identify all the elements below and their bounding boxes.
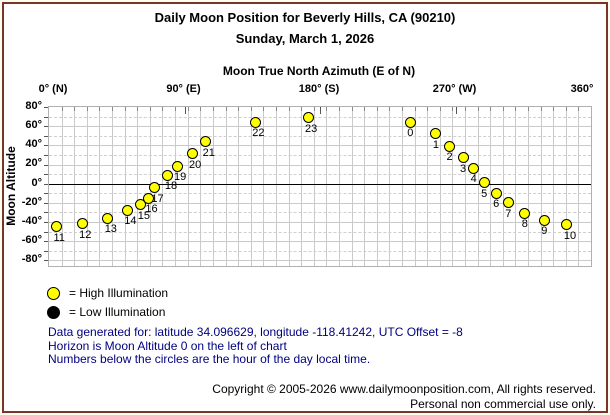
left-axis-tick bbox=[44, 241, 48, 242]
left-axis-tick bbox=[44, 117, 48, 118]
data-point-hour-12 bbox=[77, 218, 88, 229]
top-axis-tick bbox=[515, 107, 516, 111]
top-axis-major-tick bbox=[456, 107, 457, 114]
data-point-hour-17 bbox=[149, 182, 160, 193]
top-axis-tick bbox=[99, 107, 100, 111]
data-point-hour-label: 8 bbox=[521, 218, 528, 231]
top-axis-tick bbox=[289, 107, 290, 111]
vertical-gridline bbox=[503, 107, 504, 266]
data-point-hour-label: 6 bbox=[493, 198, 500, 211]
data-point-hour-22 bbox=[250, 117, 261, 128]
vertical-gridline bbox=[566, 107, 567, 266]
data-point-hour-label: 11 bbox=[53, 231, 65, 244]
left-axis-tick bbox=[44, 193, 48, 194]
y-axis-tick-label: -80° bbox=[21, 253, 42, 266]
top-axis-tick bbox=[200, 107, 201, 111]
vertical-gridline bbox=[415, 107, 416, 266]
top-axis-major-tick bbox=[320, 107, 321, 114]
vertical-gridline bbox=[125, 107, 126, 266]
horizontal-gridline bbox=[49, 241, 591, 242]
top-axis-tick bbox=[377, 107, 378, 111]
data-point-hour-label: 5 bbox=[481, 187, 488, 200]
top-axis-tick bbox=[213, 107, 214, 111]
y-axis-tick-label: -60° bbox=[21, 234, 42, 247]
footer-hours-note: Numbers below the circles are the hour of the day local time. bbox=[48, 352, 371, 366]
left-axis-tick bbox=[44, 136, 48, 137]
top-axis-tick bbox=[427, 107, 428, 111]
data-point-hour-7 bbox=[503, 197, 514, 208]
y-axis-title: Moon Altitude bbox=[4, 146, 18, 226]
vertical-gridline bbox=[339, 107, 340, 266]
vertical-gridline bbox=[226, 107, 227, 266]
vertical-gridline bbox=[238, 107, 239, 266]
top-axis-tick bbox=[326, 107, 327, 111]
top-axis-tick bbox=[415, 107, 416, 111]
top-axis-tick bbox=[162, 107, 163, 111]
data-point-hour-label: 18 bbox=[164, 180, 178, 192]
data-point-hour-label: 21 bbox=[202, 146, 215, 159]
left-axis-tick bbox=[44, 174, 48, 175]
data-point-hour-13 bbox=[102, 213, 113, 224]
page-title: Daily Moon Position for Beverly Hills, CA (90210) bbox=[154, 10, 456, 25]
left-axis-tick bbox=[44, 203, 48, 204]
data-point-hour-20 bbox=[187, 148, 198, 159]
chart-plot-area bbox=[48, 106, 592, 267]
x-axis-tick-label: 180° (S) bbox=[298, 83, 340, 95]
data-point-hour-label: 14 bbox=[124, 215, 137, 228]
left-axis-tick bbox=[44, 165, 48, 166]
left-axis-tick bbox=[44, 126, 48, 127]
top-axis-tick bbox=[553, 107, 554, 111]
top-axis-tick bbox=[566, 107, 567, 111]
vertical-gridline bbox=[478, 107, 479, 266]
vertical-gridline bbox=[553, 107, 554, 266]
top-axis-tick bbox=[276, 107, 277, 111]
data-point-hour-18 bbox=[162, 170, 173, 181]
vertical-gridline bbox=[490, 107, 491, 266]
y-axis-tick-label: 0° bbox=[31, 176, 42, 189]
top-axis-tick bbox=[478, 107, 479, 111]
horizontal-gridline bbox=[49, 145, 591, 146]
x-axis-tick-label: 270° (W) bbox=[432, 83, 477, 95]
horizontal-gridline-minor bbox=[49, 117, 591, 118]
data-point-hour-0 bbox=[405, 117, 416, 128]
vertical-gridline bbox=[301, 107, 302, 266]
top-axis-tick bbox=[364, 107, 365, 111]
top-axis-tick bbox=[440, 107, 441, 111]
data-point-hour-5 bbox=[479, 177, 490, 188]
left-axis-tick bbox=[44, 260, 48, 261]
vertical-gridline bbox=[137, 107, 138, 266]
data-point-hour-label: 12 bbox=[79, 228, 92, 241]
vertical-gridline bbox=[528, 107, 529, 266]
top-axis-tick bbox=[389, 107, 390, 111]
top-axis-tick bbox=[238, 107, 239, 111]
left-axis-tick bbox=[44, 212, 48, 213]
data-point-hour-label: 17 bbox=[151, 192, 164, 205]
left-axis-tick bbox=[44, 222, 48, 223]
vertical-gridline bbox=[162, 107, 163, 266]
top-axis-tick bbox=[87, 107, 88, 111]
vertical-gridline bbox=[213, 107, 214, 266]
data-point-hour-label: 16 bbox=[145, 203, 158, 215]
top-axis-tick bbox=[188, 107, 189, 111]
vertical-gridline bbox=[99, 107, 100, 266]
top-axis-tick bbox=[339, 107, 340, 111]
vertical-gridline bbox=[377, 107, 378, 266]
left-axis-tick bbox=[44, 251, 48, 252]
vertical-gridline bbox=[389, 107, 390, 266]
y-axis-tick-label: 20° bbox=[25, 157, 42, 170]
vertical-gridline bbox=[276, 107, 277, 266]
top-axis-tick bbox=[150, 107, 151, 111]
horizon-line bbox=[49, 184, 591, 185]
data-point-hour-9 bbox=[539, 215, 550, 226]
vertical-gridline bbox=[74, 107, 75, 266]
x-axis-tick-label: 90° (E) bbox=[166, 83, 201, 95]
top-axis-tick bbox=[137, 107, 138, 111]
data-point-hour-label: 22 bbox=[252, 127, 265, 140]
left-axis-tick bbox=[44, 107, 48, 108]
data-point-hour-10 bbox=[561, 219, 572, 230]
page-date-subtitle: Sunday, March 1, 2026 bbox=[235, 31, 375, 46]
vertical-gridline bbox=[452, 107, 453, 266]
data-point-hour-23 bbox=[303, 112, 314, 123]
data-point-hour-3 bbox=[458, 152, 469, 163]
legend-high-illumination-label: = High Illumination bbox=[69, 286, 169, 300]
top-axis-tick bbox=[541, 107, 542, 111]
y-axis-tick-label: 80° bbox=[25, 100, 42, 112]
vertical-gridline bbox=[188, 107, 189, 266]
copyright-line: Copyright © 2005-2026 www.dailymoonposition.com, All rights reserved. bbox=[212, 382, 596, 396]
horizontal-gridline-minor bbox=[49, 251, 591, 252]
left-axis-tick bbox=[44, 232, 48, 233]
vertical-gridline bbox=[326, 107, 327, 266]
top-axis-tick bbox=[112, 107, 113, 111]
data-point-hour-label: 0 bbox=[407, 127, 414, 140]
vertical-gridline bbox=[200, 107, 201, 266]
top-axis-tick bbox=[301, 107, 302, 111]
vertical-gridline bbox=[402, 107, 403, 266]
top-axis-tick bbox=[352, 107, 353, 111]
left-axis-tick bbox=[44, 145, 48, 146]
top-axis-tick bbox=[402, 107, 403, 111]
vertical-gridline bbox=[87, 107, 88, 266]
data-point-hour-19 bbox=[172, 161, 183, 172]
vertical-gridline bbox=[541, 107, 542, 266]
horizontal-gridline-minor bbox=[49, 232, 591, 233]
top-axis-tick bbox=[528, 107, 529, 111]
data-point-hour-label: 10 bbox=[563, 229, 577, 242]
top-axis-tick bbox=[263, 107, 264, 111]
top-axis-tick bbox=[62, 107, 63, 111]
vertical-gridline bbox=[289, 107, 290, 266]
horizontal-gridline-minor bbox=[49, 155, 591, 156]
left-axis-tick bbox=[44, 155, 48, 156]
data-point-hour-label: 7 bbox=[505, 207, 512, 220]
copyright-usage-line: Personal non commercial use only. bbox=[410, 397, 596, 411]
data-point-hour-2 bbox=[444, 141, 455, 152]
data-point-hour-label: 1 bbox=[432, 138, 440, 151]
top-axis-tick bbox=[74, 107, 75, 111]
top-axis-tick bbox=[578, 107, 579, 111]
horizontal-gridline-minor bbox=[49, 193, 591, 194]
footer-data-generated: Data generated for: latitude 34.096629, longitude -118.41242, UTC Offset = -8 bbox=[48, 325, 463, 339]
y-axis-tick-label: -40° bbox=[21, 214, 42, 227]
left-axis-tick bbox=[44, 184, 48, 185]
horizontal-gridline bbox=[49, 260, 591, 261]
data-point-hour-label: 20 bbox=[189, 158, 202, 171]
top-axis-tick bbox=[125, 107, 126, 111]
data-point-hour-label: 15 bbox=[137, 209, 151, 222]
vertical-gridline bbox=[427, 107, 428, 266]
data-point-hour-label: 4 bbox=[470, 173, 477, 186]
top-axis-tick bbox=[226, 107, 227, 111]
data-point-hour-4 bbox=[468, 163, 479, 174]
top-axis-tick bbox=[452, 107, 453, 111]
vertical-gridline bbox=[112, 107, 113, 266]
vertical-gridline bbox=[465, 107, 466, 266]
horizontal-gridline bbox=[49, 126, 591, 127]
horizontal-gridline-minor bbox=[49, 136, 591, 137]
vertical-gridline bbox=[352, 107, 353, 266]
data-point-hour-label: 2 bbox=[446, 151, 453, 164]
legend-low-illumination-icon bbox=[47, 306, 60, 319]
data-point-hour-label: 3 bbox=[460, 162, 467, 175]
x-axis-tick-label: 360° bbox=[570, 83, 594, 95]
top-axis-tick bbox=[314, 107, 315, 111]
top-axis-tick bbox=[175, 107, 176, 111]
vertical-gridline bbox=[578, 107, 579, 266]
y-axis-tick-label: -20° bbox=[21, 195, 42, 208]
x-axis-tick-label: 0° (N) bbox=[38, 83, 68, 95]
top-axis-major-tick bbox=[185, 107, 186, 114]
data-point-hour-label: 9 bbox=[541, 225, 548, 237]
data-point-hour-6 bbox=[491, 188, 502, 199]
data-point-hour-label: 13 bbox=[104, 223, 117, 236]
top-axis-tick bbox=[490, 107, 491, 111]
horizontal-gridline-minor bbox=[49, 174, 591, 175]
footer-horizon-note: Horizon is Moon Altitude 0 on the left of chart bbox=[48, 339, 287, 353]
x-axis-title: Moon True North Azimuth (E of N) bbox=[222, 64, 416, 78]
top-axis-tick bbox=[465, 107, 466, 111]
y-axis-tick-label: 40° bbox=[25, 138, 42, 151]
data-point-hour-label: 19 bbox=[174, 171, 187, 184]
vertical-gridline bbox=[364, 107, 365, 266]
legend-low-illumination-label: = Low Illumination bbox=[69, 305, 166, 319]
top-axis-tick bbox=[503, 107, 504, 111]
data-point-hour-14 bbox=[122, 205, 133, 216]
data-point-hour-label: 23 bbox=[305, 122, 318, 135]
horizontal-gridline bbox=[49, 165, 591, 166]
legend-high-illumination-icon bbox=[47, 287, 60, 300]
vertical-gridline bbox=[515, 107, 516, 266]
y-axis-tick-label: 60° bbox=[25, 119, 42, 132]
top-axis-tick bbox=[251, 107, 252, 111]
